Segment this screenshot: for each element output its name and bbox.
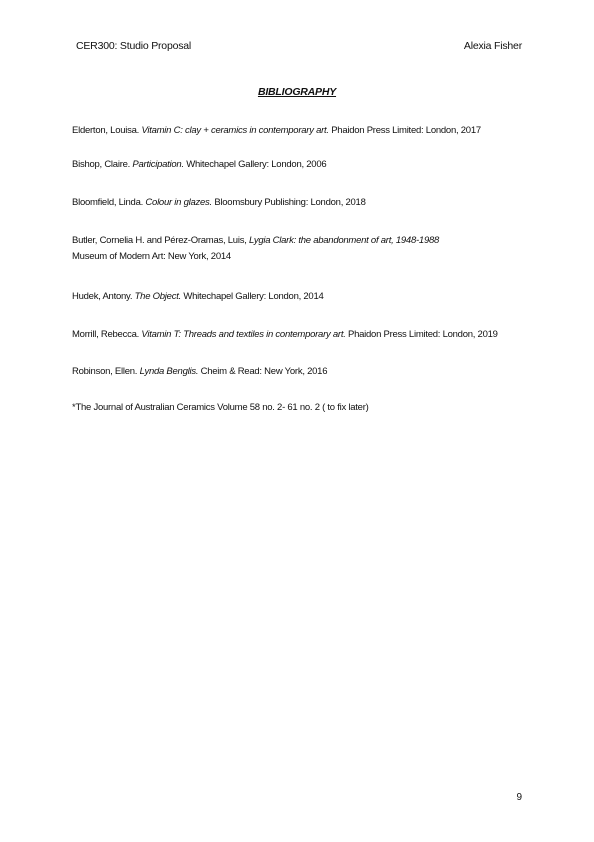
- note-text: *The Journal of Australian Ceramics Volume 58 no. 2- 61 no. 2 ( to fix later): [72, 402, 369, 413]
- entry-author: Hudek, Antony.: [72, 291, 135, 302]
- bibliography-entry-butler: [72, 233, 542, 265]
- entry-details: Cheim & Read: New York, 2016: [198, 366, 328, 377]
- header-author: Alexia Fisher: [463, 40, 522, 52]
- entry-line-continued: Museum of Modern Art: New York, 2014: [72, 251, 231, 262]
- entry-details: Bloomsbury Publishing: London, 2018: [211, 197, 366, 208]
- entry-work: Vitamin T: Threads and textiles in contemporary art.: [141, 329, 346, 340]
- entry-work: Lynda Benglis.: [139, 366, 199, 377]
- page-number: 9: [516, 792, 522, 803]
- entry-work: Colour in glazes.: [145, 197, 212, 208]
- entry-line: [72, 327, 542, 343]
- bibliography-entry-bishop: [72, 157, 542, 173]
- bibliography-entry-morrill: [72, 327, 542, 343]
- entry-author: Morrill, Rebecca.: [72, 329, 142, 340]
- entry-author: Bloomfield, Linda.: [72, 197, 146, 208]
- entry-work: Vitamin C: clay + ceramics in contemporary art.: [141, 125, 329, 136]
- bibliography-entry-bloomfield: [72, 195, 542, 211]
- entry-line: [72, 233, 542, 249]
- entry-line: [72, 157, 542, 173]
- entry-line: [72, 195, 542, 211]
- entry-details: Phaidon Press Limited: London, 2017: [328, 125, 481, 136]
- bibliography-entry-elderton: [72, 123, 542, 139]
- header-course: CER300: Studio Proposal: [76, 40, 192, 52]
- entry-work: Participation.: [132, 159, 184, 170]
- page-title: BIBLIOGRAPHY: [257, 86, 337, 98]
- bibliography-entry-robinson: [72, 364, 542, 380]
- entry-details: Phaidon Press Limited: London, 2019: [345, 329, 498, 340]
- entry-author: Butler, Cornelia H. and Pérez-Oramas, Luis,: [72, 235, 249, 246]
- entry-author: Bishop, Claire.: [72, 159, 133, 170]
- entry-author: Robinson, Ellen.: [72, 366, 140, 377]
- bibliography-note: [72, 400, 542, 416]
- entry-work: The Object.: [134, 291, 181, 302]
- bibliography-entry-hudek: [72, 289, 542, 305]
- entry-line: [72, 364, 542, 380]
- entry-author: Elderton, Louisa.: [72, 125, 142, 136]
- entry-line: [72, 289, 542, 305]
- entry-work: Lygia Clark: the abandonment of art, 1948-1988: [248, 235, 440, 246]
- entry-line: [72, 123, 542, 139]
- entry-details: Whitechapel Gallery: London, 2014: [180, 291, 324, 302]
- entry-details: Whitechapel Gallery: London, 2006: [183, 159, 327, 170]
